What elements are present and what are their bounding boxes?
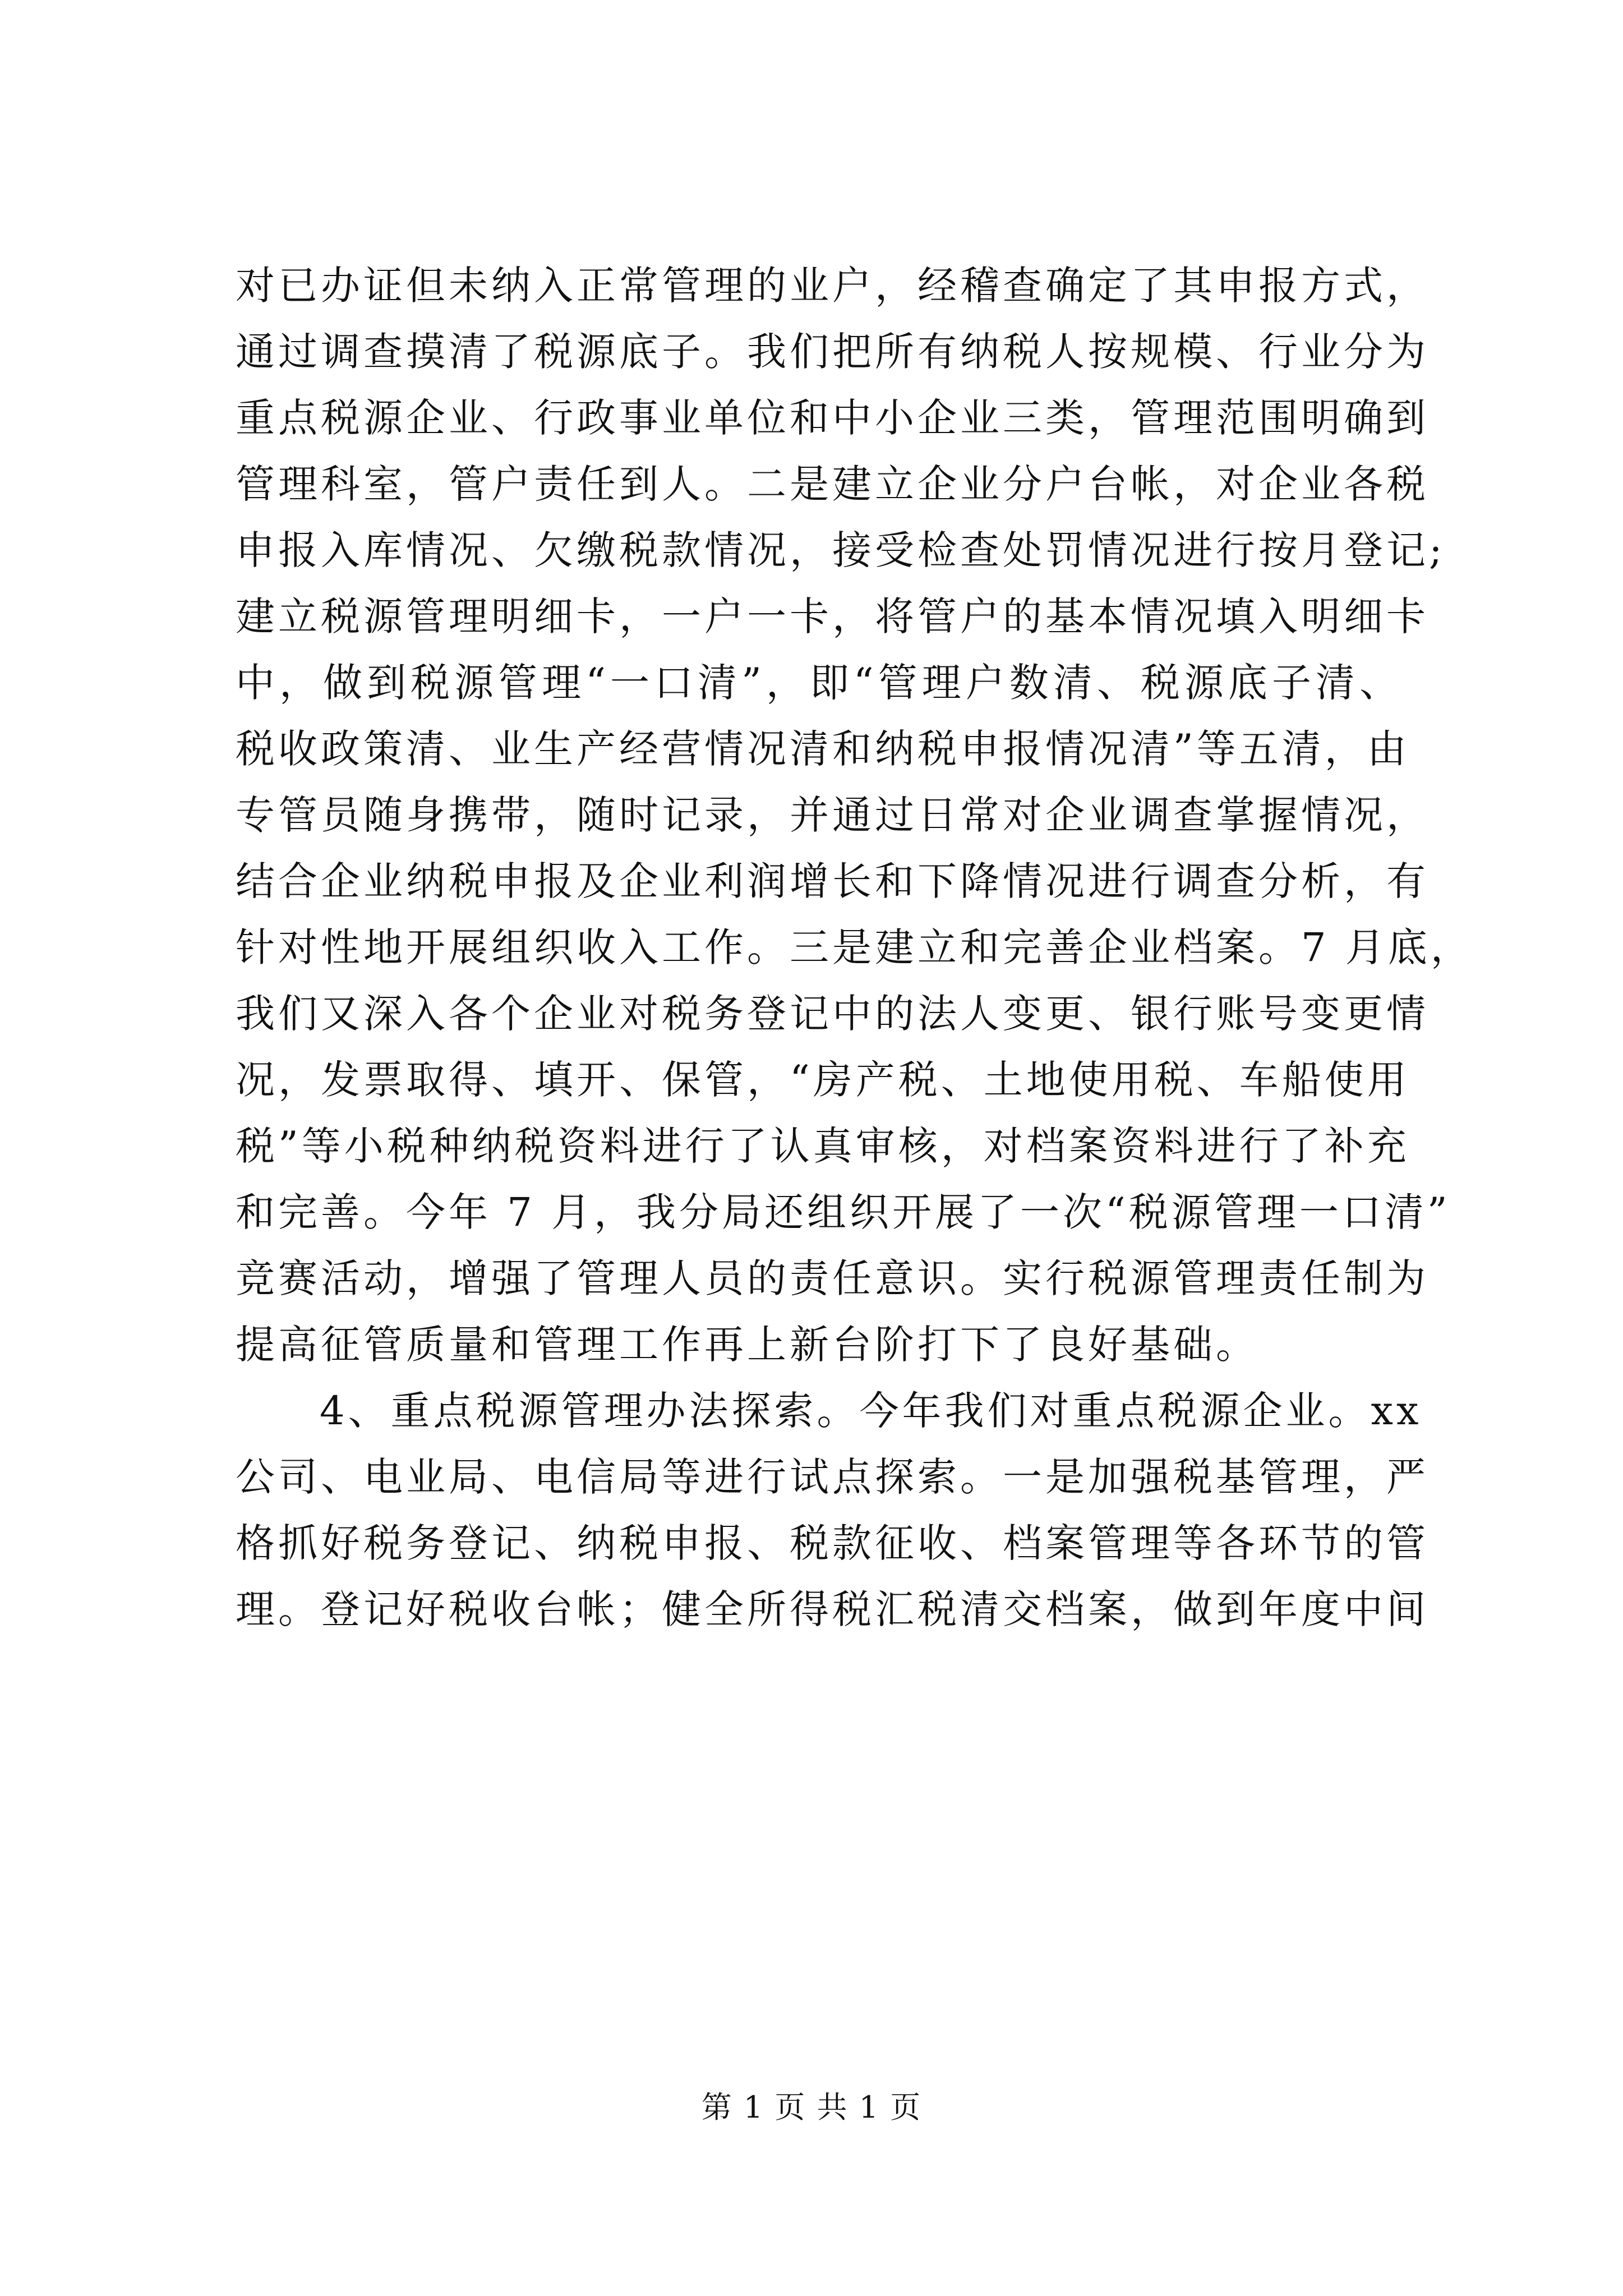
paragraph-line: 竞赛活动，增强了管理人员的责任意识。实行税源管理责任制为 (236, 1255, 1429, 1301)
paragraph-line: 格抓好税务登记、纳税申报、税款征收、档案管理等各环节的管 (236, 1520, 1429, 1566)
paragraph-line: 对已办证但未纳入正常管理的业户，经稽查确定了其申报方式， (236, 263, 1429, 309)
paragraph-line: 建立税源管理明细卡，一户一卡，将管户的基本情况填入明细卡 (236, 593, 1429, 639)
paragraph-line: 税”等小税种纳税资料进行了认真审核，对档案资料进行了补充 (236, 1123, 1410, 1169)
paragraph-line: 申报入库情况、欠缴税款情况，接受检查处罚情况进行按月登记; (236, 527, 1446, 573)
section-4-first-line: 4、重点税源管理办法探索。今年我们对重点税源企业。xx (320, 1388, 1422, 1434)
paragraph-line: 通过调查摸清了税源底子。我们把所有纳税人按规模、行业分为 (236, 329, 1429, 375)
paragraph-line: 公司、电业局、电信局等进行试点探索。一是加强税基管理，严 (236, 1454, 1429, 1500)
paragraph-last-line: 提高征管质量和管理工作再上新台阶打下了良好基础。 (236, 1322, 1258, 1368)
page-number-footer: 第 1 页 共 1 页 (701, 2090, 922, 2125)
paragraph-line: 管理科室，管户责任到人。二是建立企业分户台帐，对企业各税 (236, 461, 1429, 507)
paragraph-line: 重点税源企业、行政事业单位和中小企业三类，管理范围明确到 (236, 395, 1429, 441)
paragraph-line: 理。登记好税收台帐；健全所得税汇税清交档案，做到年度中间 (236, 1586, 1429, 1632)
paragraph-line: 针对性地开展组织收入工作。三是建立和完善企业档案。7 月底， (236, 924, 1473, 970)
paragraph-line: 我们又深入各个企业对税务登记中的法人变更、银行账号变更情 (236, 991, 1429, 1037)
paragraph-line: 和完善。今年 7 月，我分局还组织开展了一次“税源管理一口清” (236, 1189, 1451, 1235)
paragraph-line: 结合企业纳税申报及企业利润增长和下降情况进行调查分析，有 (236, 858, 1429, 904)
paragraph-line: 税收政策清、业生产经营情况清和纳税申报情况清”等五清，由 (236, 726, 1410, 772)
paragraph-line: 中，做到税源管理“一口清”，即“管理户数清、税源底子清、 (236, 660, 1402, 706)
paragraph-line: 况，发票取得、填开、保管，“房产税、土地使用税、车船使用 (236, 1057, 1410, 1103)
paragraph-line: 专管员随身携带，随时记录，并通过日常对企业调查掌握情况， (236, 792, 1429, 838)
